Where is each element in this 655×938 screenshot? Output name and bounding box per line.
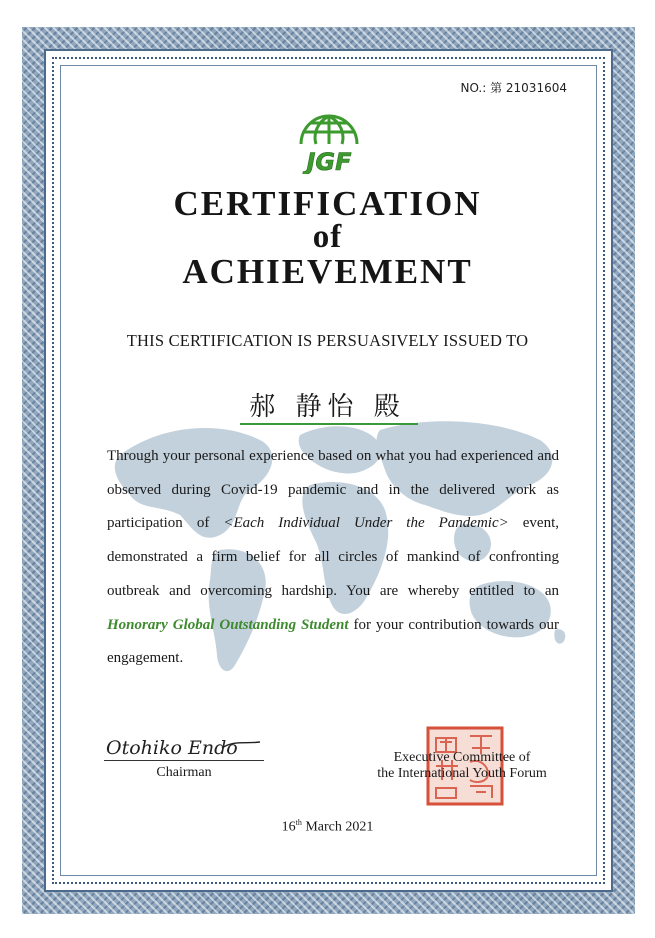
citation-part-2: event, demonstrated a firm belief for all circles of mankind of confronting outbreak and overcoming hardship. You are whereby entitled to an bbox=[107, 515, 559, 599]
issue-date bbox=[0, 818, 655, 836]
event-name: <Each Individual Under the Pandemic> bbox=[223, 515, 509, 532]
signature-text: Otohiko Endo bbox=[106, 737, 238, 759]
citation-part-3: for your contribution towards our engagement. bbox=[107, 616, 559, 667]
logo-text: JGF bbox=[306, 148, 352, 174]
citation-part-1: Through your personal experience based on what you had experienced and observed during Covid-19 pandemic and in the delivered work as participation of bbox=[107, 448, 559, 532]
signer-title: Chairman bbox=[156, 765, 212, 780]
citation-text bbox=[107, 440, 559, 676]
title-line-2: of bbox=[312, 219, 343, 255]
issued-to-label: THIS CERTIFICATION IS PERSUASIVELY ISSUED TO bbox=[126, 331, 529, 350]
certificate-number: NO.: 第 21031604 bbox=[460, 81, 567, 95]
signature-line bbox=[104, 760, 264, 761]
title-line-1: CERTIFICATION bbox=[173, 184, 482, 223]
committee-name bbox=[352, 750, 572, 782]
date-day: 16 bbox=[281, 819, 296, 835]
chairman-signature-icon bbox=[104, 730, 264, 762]
recipient-name: 郝 静怡 殿 bbox=[249, 392, 406, 422]
date-suffix: th bbox=[295, 818, 302, 827]
date-rest: March 2021 bbox=[301, 819, 374, 835]
title-line-3: ACHIEVEMENT bbox=[182, 252, 473, 291]
jgf-globe-logo-icon bbox=[296, 104, 362, 174]
committee-line-2: the International Youth Forum bbox=[377, 766, 547, 781]
committee-line-1: Executive Committee of bbox=[393, 750, 531, 765]
award-title: Honorary Global Outstanding Student bbox=[107, 616, 349, 633]
recipient-underline bbox=[240, 423, 418, 425]
